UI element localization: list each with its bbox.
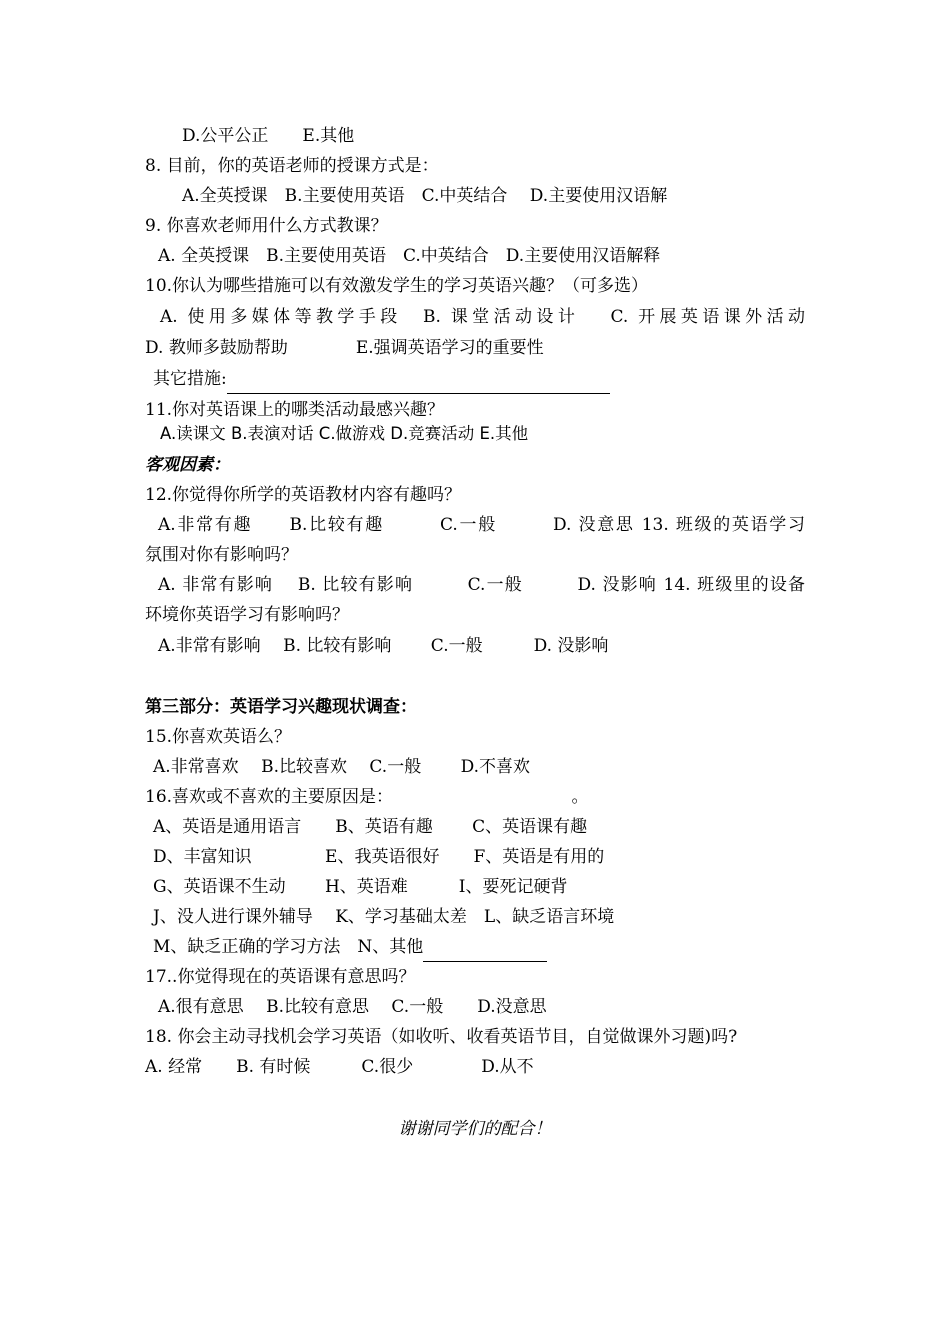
q16-options-row4: J、没人进行课外辅导 K、学习基础太差 L、缺乏语言环境 [153,907,615,927]
q18-question: 18. 你会主动寻找机会学习英语（如收听、收看英语节目，自觉做课外习题)吗? [145,1027,738,1047]
q16-options-row3: G、英语课不生动 H、英语难 I、要死记硬背 [153,877,568,897]
q12-options: A.非常有趣 B.比较有趣 C.一般 D. 没意思 13. 班级的英语学习 [158,515,805,535]
q9-question: 9. 你喜欢老师用什么方式教课？ [145,216,388,236]
q17-question: 17..你觉得现在的英语课有意思吗？ [145,967,416,987]
q11-options: A.读课文 B.表演对话 C.做游戏 D.竞赛活动 E.其他 [160,424,529,443]
q15-options: A.非常喜欢 B.比较喜欢 C.一般 D.不喜欢 [153,757,531,777]
q16-other-blank [423,941,547,962]
q13-options: A. 非常有影响 B. 比较有影响 C.一般 D. 没影响 14. 班级里的设备 [158,575,805,595]
q16-question: 16.喜欢或不喜欢的主要原因是： 。 [145,787,589,807]
q14-question: 环境你英语学习有影响吗？ [145,605,349,625]
q10-options-a: A. 使用多媒体等教学手段 B. 课堂活动设计 C. 开展英语课外活动 [160,307,805,327]
q11-question: 11.你对英语课上的哪类活动最感兴趣？ [145,400,445,420]
q10-other-label: 其它措施: [153,369,227,389]
q7-options: D.公平公正 E.其他 [182,126,355,146]
q16-row5-text: M、缺乏正确的学习方法 N、其他 [153,937,424,957]
q10-options-b: D. 教师多鼓励帮助 E.强调英语学习的重要性 [145,338,544,358]
q12-question: 12.你觉得你所学的英语教材内容有趣吗？ [145,485,462,505]
q16-options-row1: A、英语是通用语言 B、英语有趣 C、英语课有趣 [153,817,588,837]
q18-options: A. 经常 B. 有时候 C.很少 D.从不 [145,1057,534,1077]
objective-heading: 客观因素： [145,455,230,475]
q13-question: 氛围对你有影响吗？ [145,545,298,565]
q15-question: 15.你喜欢英语么？ [145,727,292,747]
q10-other-row [153,364,818,394]
q8-options: A.全英授课 B.主要使用英语 C.中英结合 D.主要使用汉语解 [182,186,668,206]
thanks-note: 谢谢同学们的配合！ [398,1119,552,1139]
q10-question: 10.你认为哪些措施可以有效激发学生的学习英语兴趣？（可多选） [145,276,649,296]
q16-options-row2: D、丰富知识 E、我英语很好 F、英语是有用的 [153,847,605,867]
q8-question: 8. 目前，你的英语老师的授课方式是： [145,156,439,176]
q14-options: A.非常有影响 B. 比较有影响 C.一般 D. 没影响 [158,636,609,656]
q16-options-row5 [153,932,818,962]
part3-heading: 第三部分：英语学习兴趣现状调查： [145,697,417,717]
q10-other-blank [227,373,610,394]
q17-options: A.很有意思 B.比较有意思 C.一般 D.没意思 [158,997,547,1017]
q9-options: A. 全英授课 B.主要使用英语 C.中英结合 D.主要使用汉语解释 [158,246,661,266]
